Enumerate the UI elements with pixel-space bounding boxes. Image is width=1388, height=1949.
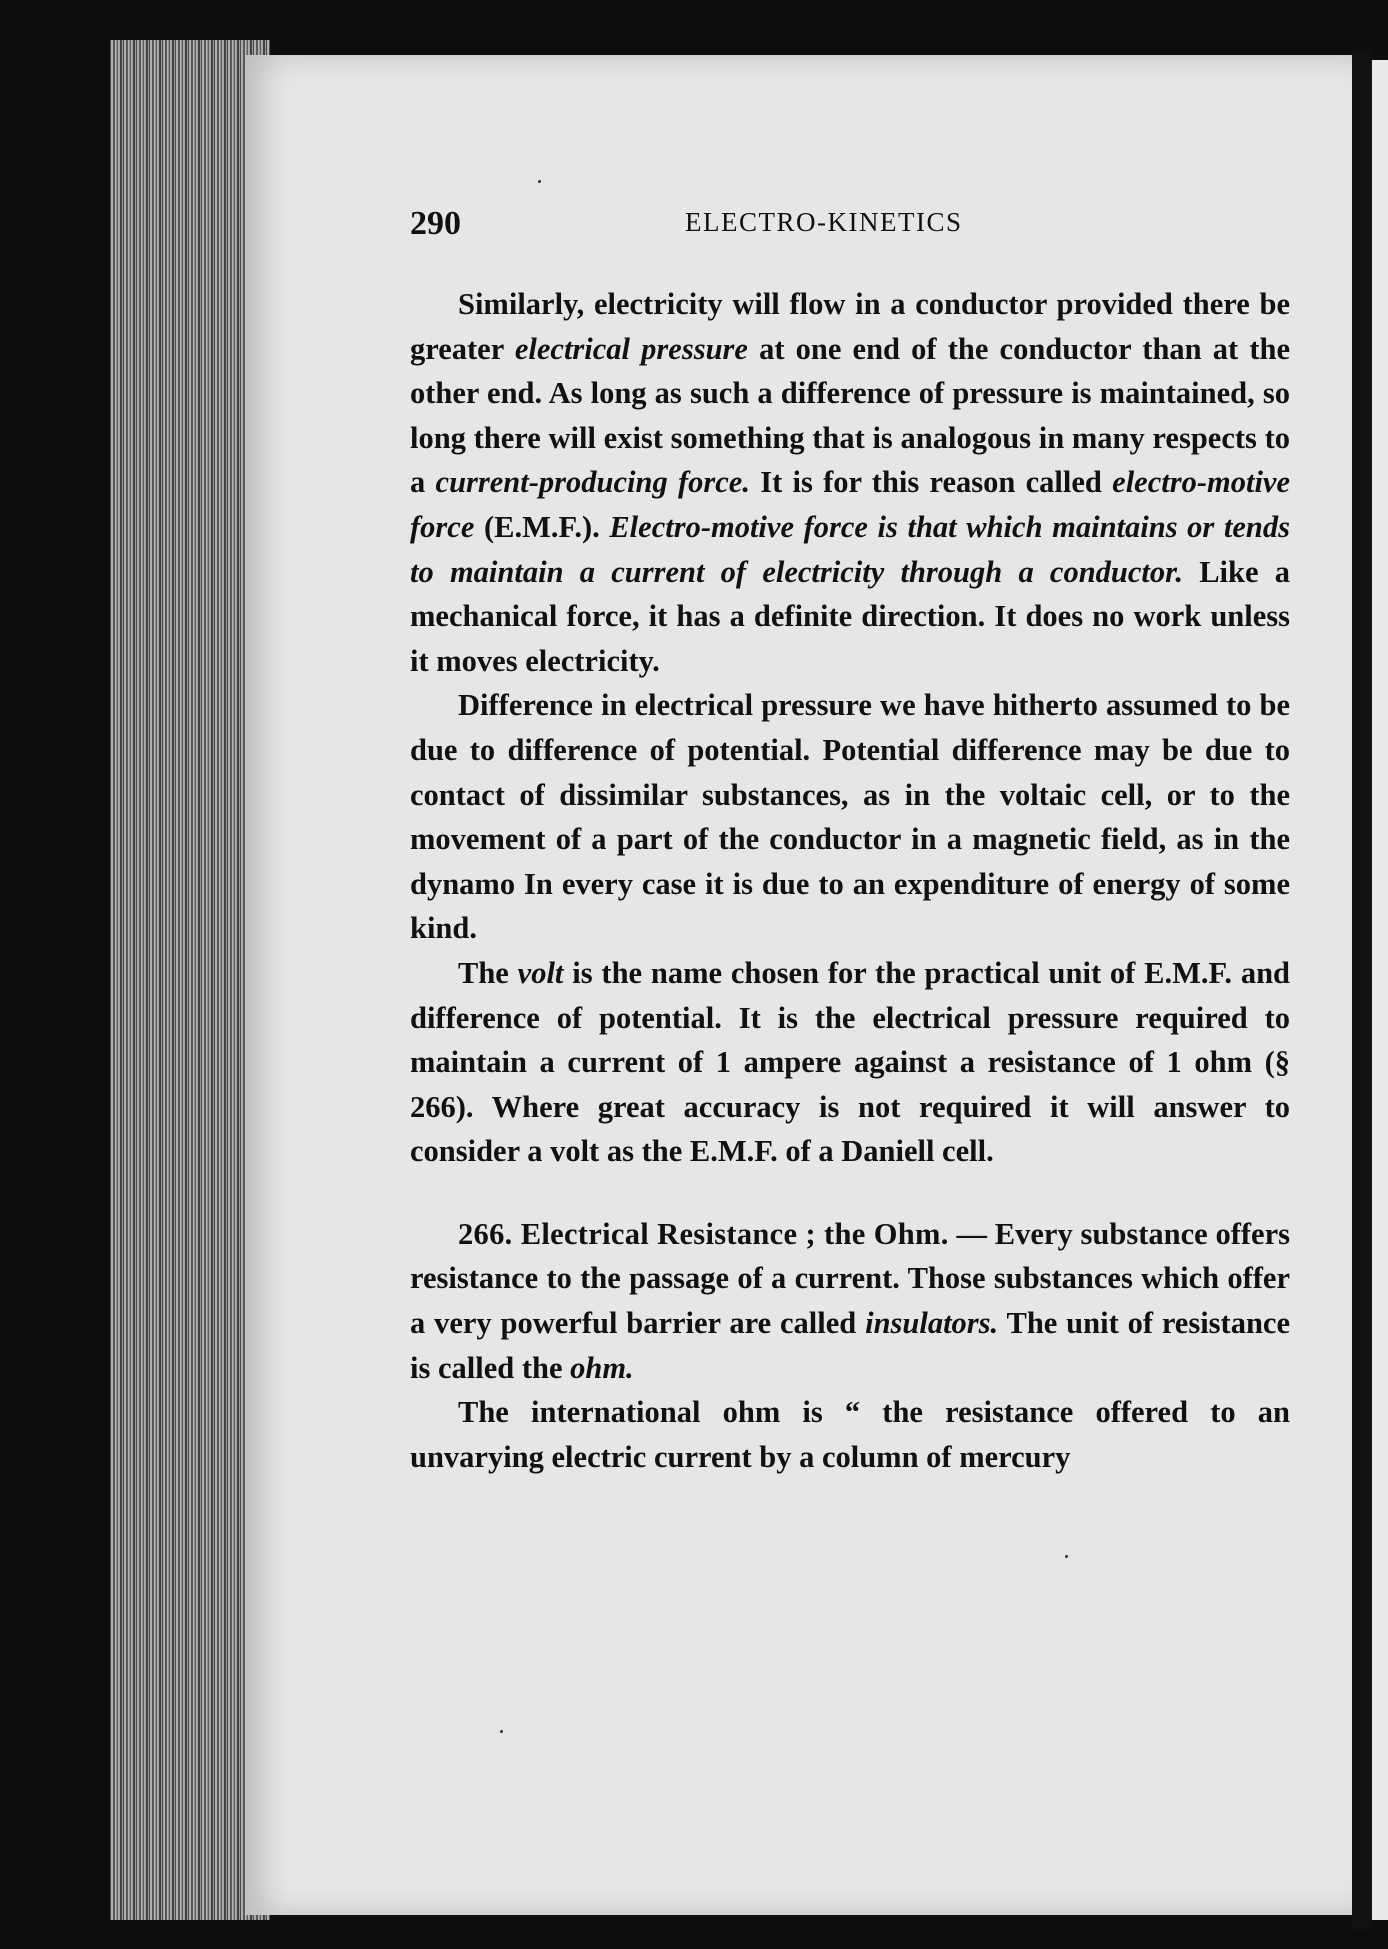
scan-speck (500, 1730, 503, 1733)
italic-term: electrical pressure (514, 331, 748, 366)
paragraph-international-ohm (410, 1390, 1290, 1479)
text-run: at one end of the conductor than at the other end. As long as such a difference of pressure is maintained, so long there will exist something that is analogous in many respects to a (410, 331, 1290, 500)
page-number: 290 (410, 205, 461, 242)
right-gutter-shadow (1352, 50, 1372, 1930)
next-page-edge (1372, 60, 1388, 1920)
text-run: Like a mechanical force, it has a definite direction. It does no work unless it moves electricity. (410, 554, 1290, 678)
italic-term: ohm. (570, 1350, 634, 1385)
text-run: The (458, 955, 518, 990)
italic-term: volt (517, 955, 564, 990)
text-run: It is for this reason called (749, 465, 1113, 500)
text-run: is the name chosen for the practical unit of E.M.F. and difference of potential. It is the electrical pressure required to maintain a current of 1 ampere against a resistance of 1 ohm (§ 266). Where great accuracy is not required it will answer to consider a volt as the E.M.F. of a Daniell cell. (410, 955, 1290, 1169)
text-run: — Every substance offers resistance to the passage of a current. Those substances which offer a very powerful barrier are called (410, 1216, 1290, 1341)
text-run: Difference in electrical pressure we have hitherto assumed to be due to difference of potential. Potential difference may be due to contact of dissimilar substances, as in the voltaic cell, or to the movement of a part of the conductor in a magnetic field, as in the dynamo In every case it is due to an expenditure of energy of some kind. (410, 688, 1290, 946)
paragraph-resistance (410, 1212, 1290, 1390)
section-heading: 266. Electrical Resistance ; the Ohm. (458, 1216, 949, 1251)
running-head: ELECTRO-KINETICS (685, 207, 963, 237)
page-header (410, 205, 1310, 255)
paragraph-emf (410, 282, 1290, 683)
text-run: (E.M.F.). (474, 509, 610, 544)
italic-term: electro-motive force (410, 465, 1290, 544)
text-run: The unit of resistance is called the (410, 1306, 1290, 1385)
text-run: The international ohm is “ the resistance offered to an unvarying electric current by a column of mercury (410, 1395, 1290, 1474)
paragraph-potential (410, 683, 1290, 951)
scan-speck (1065, 1555, 1068, 1558)
body-text (410, 282, 1290, 1479)
paragraph-volt (410, 951, 1290, 1174)
italic-term: current-producing force. (435, 465, 750, 500)
text-run: Similarly, electricity will flow in a conductor provided there be greater (410, 287, 1290, 366)
italic-definition: Electro-motive force is that which maintains or tends to maintain a current of electricity through a conductor. (410, 509, 1290, 589)
italic-term: insulators. (865, 1306, 999, 1341)
scan-speck (538, 180, 541, 183)
